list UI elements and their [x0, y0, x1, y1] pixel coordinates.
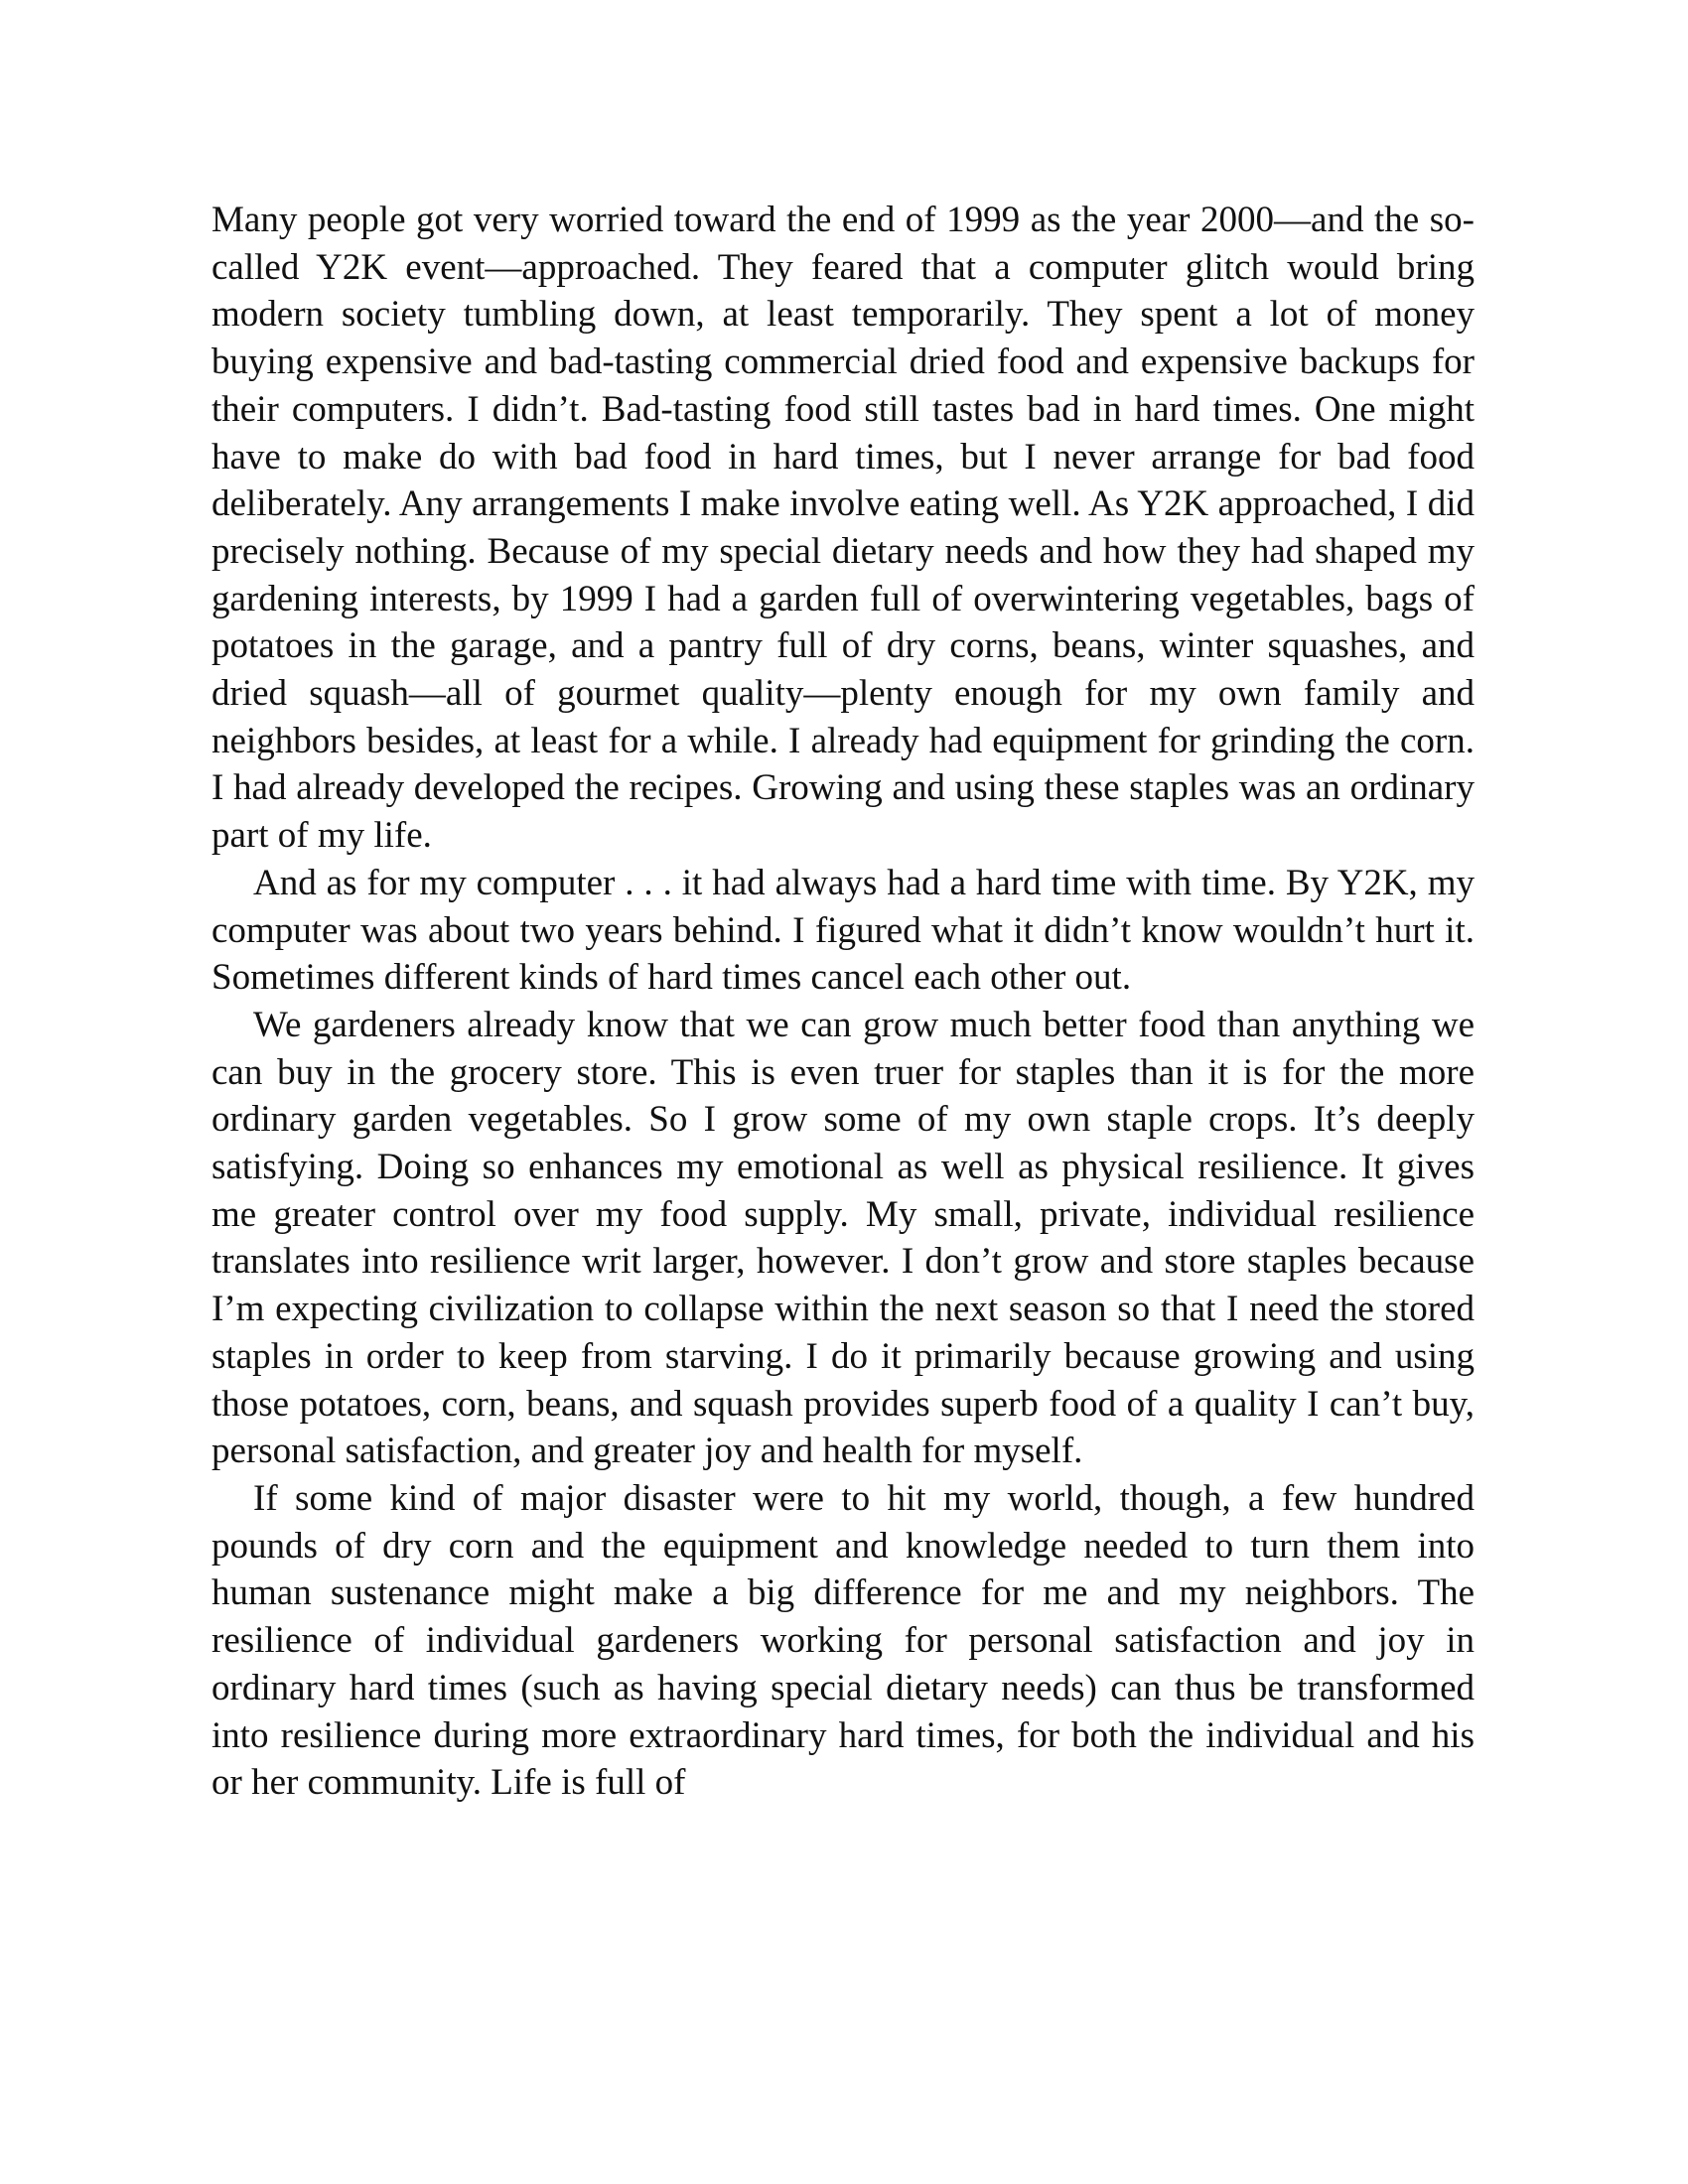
paragraph-4: If some kind of major disaster were to hit my world, though, a few hundred pounds of dry corn and the equipment and knowledge needed to turn them into human sustenance might make a big difference for me and my neighbors. The resilience of individual gardeners working for personal satisfaction and joy in ordinary hard times (such as having special dietary needs) can thus be transformed into resilience during more extraordinary hard times, for both the individual and his or her community. Life is full of	[211, 1477, 1475, 1804]
paragraph-2: And as for my computer . . . it had always had a hard time with time. By Y2K, my computer was about two years behind. I figured what it didn’t know wouldn’t hurt it. Sometimes different kinds of hard times cancel each other out.	[211, 862, 1475, 999]
paragraph-3: We gardeners already know that we can grow much better food than anything we can buy in the grocery store. This is even truer for staples than it is for the more ordinary garden vegetables. So I grow some of my own staple crops. It’s deeply satisfying. Doing so enhances my emotional as well as physical resilience. It gives me greater control over my food supply. My small, private, individual resilience translates into resilience writ larger, however. I don’t grow and store staples because I’m expecting civilization to collapse within the next season so that I need the stored staples in order to keep from starving. I do it primarily because growing and using those potatoes, corn, beans, and squash provides superb food of a quality I can’t buy, personal satisfaction, and greater joy and health for myself.	[211, 1004, 1475, 1472]
paragraph-1: Many people got very worried toward the end of 1999 as the year 2000—and the so-called Y2K event—approached. They feared that a computer glitch would bring modern society tumbling down, at least temporarily. They spent a lot of money buying expensive and bad-tasting commercial dried food and expensive backups for their computers. I didn’t. Bad-tasting food still tastes bad in hard times. One might have to make do with bad food in hard times, but I never arrange for bad food deliberately. Any arrangements I make involve eating well. As Y2K approached, I did precisely nothing. Because of my special dietary needs and how they had shaped my gardening interests, by 1999 I had a garden full of overwintering vegetables, bags of potatoes in the garage, and a pantry full of dry corns, beans, winter squashes, and dried squash—all of gourmet quality—plenty enough for my own family and neighbors besides, at least for a while. I already had equipment for grinding the corn. I had already developed the recipes. Growing and using these staples was an ordinary part of my life.	[211, 200, 1475, 857]
body-text	[211, 197, 1475, 1807]
